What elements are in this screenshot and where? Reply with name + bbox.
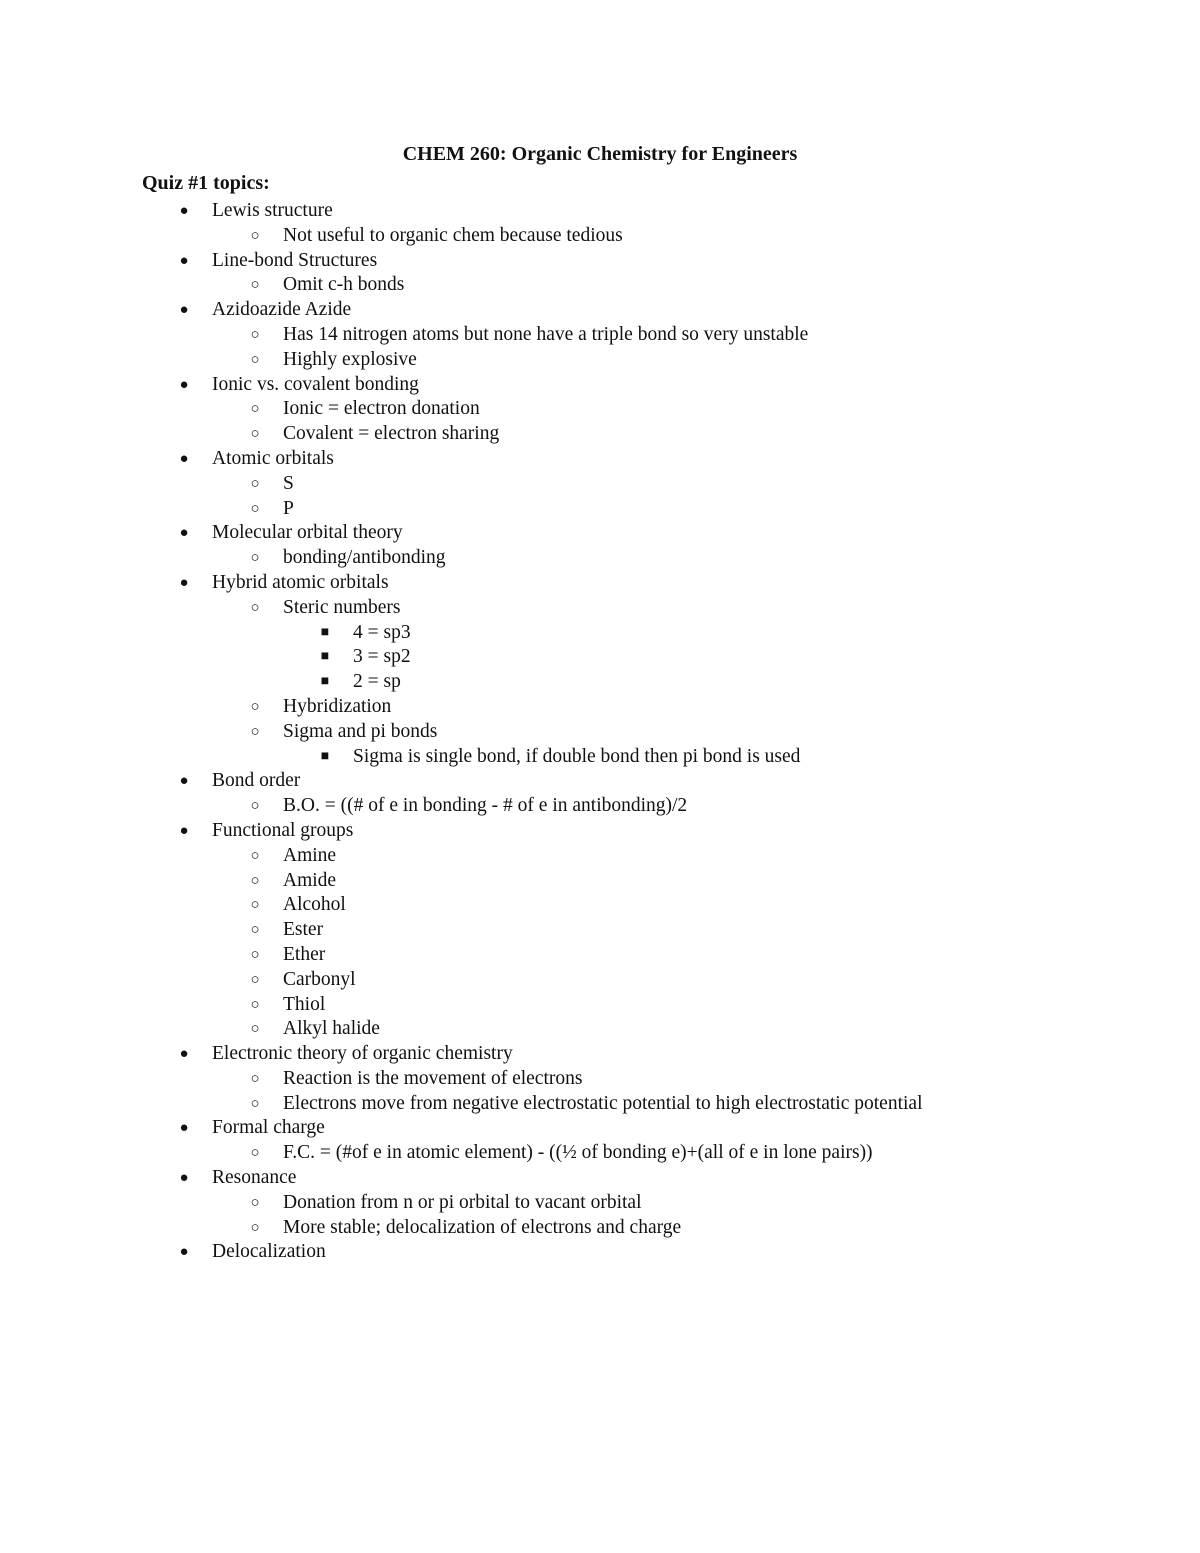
topic-item bbox=[0, 1116, 1200, 1141]
bullet-filled-circle-icon: ● bbox=[179, 1046, 189, 1063]
outline-item-text: 3 = sp2 bbox=[353, 646, 411, 668]
outline-item-text: Functional groups bbox=[212, 819, 354, 841]
subsubtopic-item bbox=[0, 645, 1200, 670]
bullet-filled-circle-icon: ● bbox=[179, 1170, 189, 1187]
bullet-hollow-circle-icon: ○ bbox=[250, 1070, 260, 1087]
topic-item bbox=[0, 249, 1200, 274]
subtopic-item bbox=[0, 1216, 1200, 1241]
bullet-hollow-circle-icon: ○ bbox=[250, 847, 260, 864]
bullet-filled-circle-icon: ● bbox=[179, 376, 189, 393]
subtopic-item bbox=[0, 993, 1200, 1018]
subtopic-item bbox=[0, 1141, 1200, 1166]
subtopic-item bbox=[0, 1092, 1200, 1117]
bullet-filled-circle-icon: ● bbox=[179, 773, 189, 790]
bullet-hollow-circle-icon: ○ bbox=[250, 475, 260, 492]
outline-item-text: Sigma and pi bonds bbox=[283, 720, 438, 742]
topic-item bbox=[0, 199, 1200, 224]
outline-item-text: More stable; delocalization of electrons and charge bbox=[283, 1216, 682, 1238]
bullet-square-icon: ■ bbox=[320, 674, 330, 690]
bullet-hollow-circle-icon: ○ bbox=[250, 401, 260, 418]
quiz-topics-heading: Quiz #1 topics: bbox=[142, 172, 270, 194]
outline-item-text: Azidoazide Azide bbox=[212, 299, 352, 321]
outline-item-text: Omit c-h bonds bbox=[283, 274, 405, 296]
outline-item-text: Electronic theory of organic chemistry bbox=[212, 1043, 513, 1065]
subtopic-item bbox=[0, 323, 1200, 348]
subtopic-item bbox=[0, 472, 1200, 497]
outline-item-text: Ionic = electron donation bbox=[283, 398, 480, 420]
subtopic-item bbox=[0, 1191, 1200, 1216]
outline-item-text: Has 14 nitrogen atoms but none have a triple bond so very unstable bbox=[283, 323, 809, 345]
outline-item-text: Hybrid atomic orbitals bbox=[212, 571, 389, 593]
subtopic-item bbox=[0, 397, 1200, 422]
outline-item-text: Delocalization bbox=[212, 1241, 326, 1263]
outline-item-text: Not useful to organic chem because tedious bbox=[283, 224, 623, 246]
bullet-filled-circle-icon: ● bbox=[179, 1120, 189, 1137]
bullet-filled-circle-icon: ● bbox=[179, 203, 189, 219]
topic-item bbox=[0, 571, 1200, 596]
topic-item bbox=[0, 298, 1200, 323]
subtopic-item bbox=[0, 422, 1200, 447]
outline-item-text: 2 = sp bbox=[353, 671, 401, 693]
bullet-hollow-circle-icon: ○ bbox=[250, 1095, 260, 1112]
subtopic-item bbox=[0, 968, 1200, 993]
bullet-hollow-circle-icon: ○ bbox=[250, 1145, 260, 1162]
outline-item-text: S bbox=[283, 472, 294, 494]
topic-item bbox=[0, 447, 1200, 472]
subtopic-item bbox=[0, 943, 1200, 968]
outline-item-text: Ester bbox=[283, 919, 324, 941]
subtopic-item bbox=[0, 497, 1200, 522]
subtopic-item bbox=[0, 695, 1200, 720]
bullet-filled-circle-icon: ● bbox=[179, 450, 189, 467]
outline-item-text: bonding/antibonding bbox=[283, 547, 446, 569]
bullet-hollow-circle-icon: ○ bbox=[250, 426, 260, 443]
outline-item-text: F.C. = (#of e in atomic element) - ((½ of bonding e)+(all of e in lone pairs)) bbox=[283, 1142, 873, 1164]
subtopic-item bbox=[0, 1017, 1200, 1042]
outline-item-text: Highly explosive bbox=[283, 348, 417, 370]
document-title: CHEM 260: Organic Chemistry for Engineers bbox=[402, 143, 798, 165]
bullet-filled-circle-icon: ● bbox=[179, 822, 189, 839]
outline-item-text: Resonance bbox=[212, 1167, 297, 1189]
outline-item-text: Atomic orbitals bbox=[212, 447, 334, 469]
bullet-filled-circle-icon: ● bbox=[179, 525, 189, 542]
outline-item-text: Carbonyl bbox=[283, 968, 356, 990]
subtopic-item bbox=[0, 546, 1200, 571]
subtopic-item bbox=[0, 273, 1200, 298]
outline-item-text: Bond order bbox=[212, 770, 301, 792]
outline-item-text: Hybridization bbox=[283, 695, 392, 717]
outline-item-text: Sigma is single bond, if double bond then pi bond is used bbox=[353, 745, 801, 767]
outline-item-text: Steric numbers bbox=[283, 596, 401, 618]
subtopic-item bbox=[0, 1067, 1200, 1092]
topic-item bbox=[0, 1240, 1200, 1265]
subsubtopic-item bbox=[0, 745, 1200, 770]
subtopic-item bbox=[0, 596, 1200, 621]
bullet-hollow-circle-icon: ○ bbox=[250, 971, 260, 988]
outline-item-text: Lewis structure bbox=[212, 200, 333, 221]
subtopic-item bbox=[0, 918, 1200, 943]
topic-item bbox=[0, 373, 1200, 398]
bullet-hollow-circle-icon: ○ bbox=[250, 277, 260, 294]
outline-item-text: Amine bbox=[283, 844, 337, 866]
outline-item-text: Molecular orbital theory bbox=[212, 522, 403, 544]
outline-item-text: Electrons move from negative electrostatic potential to high electrostatic potential bbox=[283, 1092, 923, 1114]
subtopic-item bbox=[0, 893, 1200, 918]
bullet-hollow-circle-icon: ○ bbox=[250, 326, 260, 343]
bullet-hollow-circle-icon: ○ bbox=[250, 500, 260, 517]
bullet-hollow-circle-icon: ○ bbox=[250, 1194, 260, 1211]
outline-item-text: Alcohol bbox=[283, 894, 346, 916]
outline-item-text: Line-bond Structures bbox=[212, 249, 378, 271]
bullet-hollow-circle-icon: ○ bbox=[250, 723, 260, 740]
outline-item-text: B.O. = ((# of e in bonding - # of e in antibonding)/2 bbox=[283, 795, 688, 817]
bullet-hollow-circle-icon: ○ bbox=[250, 351, 260, 368]
outline-item-text: Reaction is the movement of electrons bbox=[283, 1067, 583, 1089]
bullet-hollow-circle-icon: ○ bbox=[250, 946, 260, 963]
bullet-filled-circle-icon: ● bbox=[179, 252, 189, 269]
bullet-hollow-circle-icon: ○ bbox=[250, 1219, 260, 1236]
bullet-filled-circle-icon: ● bbox=[179, 1244, 189, 1261]
topic-item bbox=[0, 769, 1200, 794]
bullet-hollow-circle-icon: ○ bbox=[250, 897, 260, 914]
subtopic-item bbox=[0, 348, 1200, 373]
outline-item-text: Thiol bbox=[283, 993, 326, 1015]
outline-item-text: Ether bbox=[283, 943, 326, 965]
subtopic-item bbox=[0, 844, 1200, 869]
subsubtopic-item bbox=[0, 621, 1200, 646]
outline-item-text: 4 = sp3 bbox=[353, 621, 411, 643]
bullet-filled-circle-icon: ● bbox=[179, 302, 189, 319]
bullet-hollow-circle-icon: ○ bbox=[250, 550, 260, 567]
bullet-hollow-circle-icon: ○ bbox=[250, 698, 260, 715]
subtopic-item bbox=[0, 224, 1200, 249]
bullet-hollow-circle-icon: ○ bbox=[250, 922, 260, 939]
subtopic-item bbox=[0, 720, 1200, 745]
outline-item-text: Ionic vs. covalent bonding bbox=[212, 373, 419, 395]
bullet-hollow-circle-icon: ○ bbox=[250, 227, 260, 244]
topic-item bbox=[0, 1166, 1200, 1191]
topic-item bbox=[0, 819, 1200, 844]
topic-item bbox=[0, 1042, 1200, 1067]
subtopic-item bbox=[0, 794, 1200, 819]
outline-item-text: Formal charge bbox=[212, 1117, 325, 1139]
subsubtopic-item bbox=[0, 670, 1200, 695]
outline-item-text: Covalent = electron sharing bbox=[283, 423, 500, 445]
outline-item-text: Alkyl halide bbox=[283, 1018, 380, 1040]
bullet-hollow-circle-icon: ○ bbox=[250, 798, 260, 815]
subtopic-item bbox=[0, 869, 1200, 894]
bullet-hollow-circle-icon: ○ bbox=[250, 599, 260, 616]
bullet-square-icon: ■ bbox=[320, 624, 330, 640]
bullet-hollow-circle-icon: ○ bbox=[250, 1021, 260, 1038]
outline-item-text: Amide bbox=[283, 869, 337, 891]
topic-item bbox=[0, 521, 1200, 546]
bullet-hollow-circle-icon: ○ bbox=[250, 872, 260, 889]
outline-item-text: Donation from n or pi orbital to vacant orbital bbox=[283, 1191, 642, 1213]
bullet-square-icon: ■ bbox=[320, 649, 330, 665]
bullet-square-icon: ■ bbox=[320, 748, 330, 764]
outline-item-text: P bbox=[283, 497, 294, 519]
bullet-hollow-circle-icon: ○ bbox=[250, 996, 260, 1013]
topic-outline bbox=[0, 199, 1200, 1265]
bullet-filled-circle-icon: ● bbox=[179, 574, 189, 591]
